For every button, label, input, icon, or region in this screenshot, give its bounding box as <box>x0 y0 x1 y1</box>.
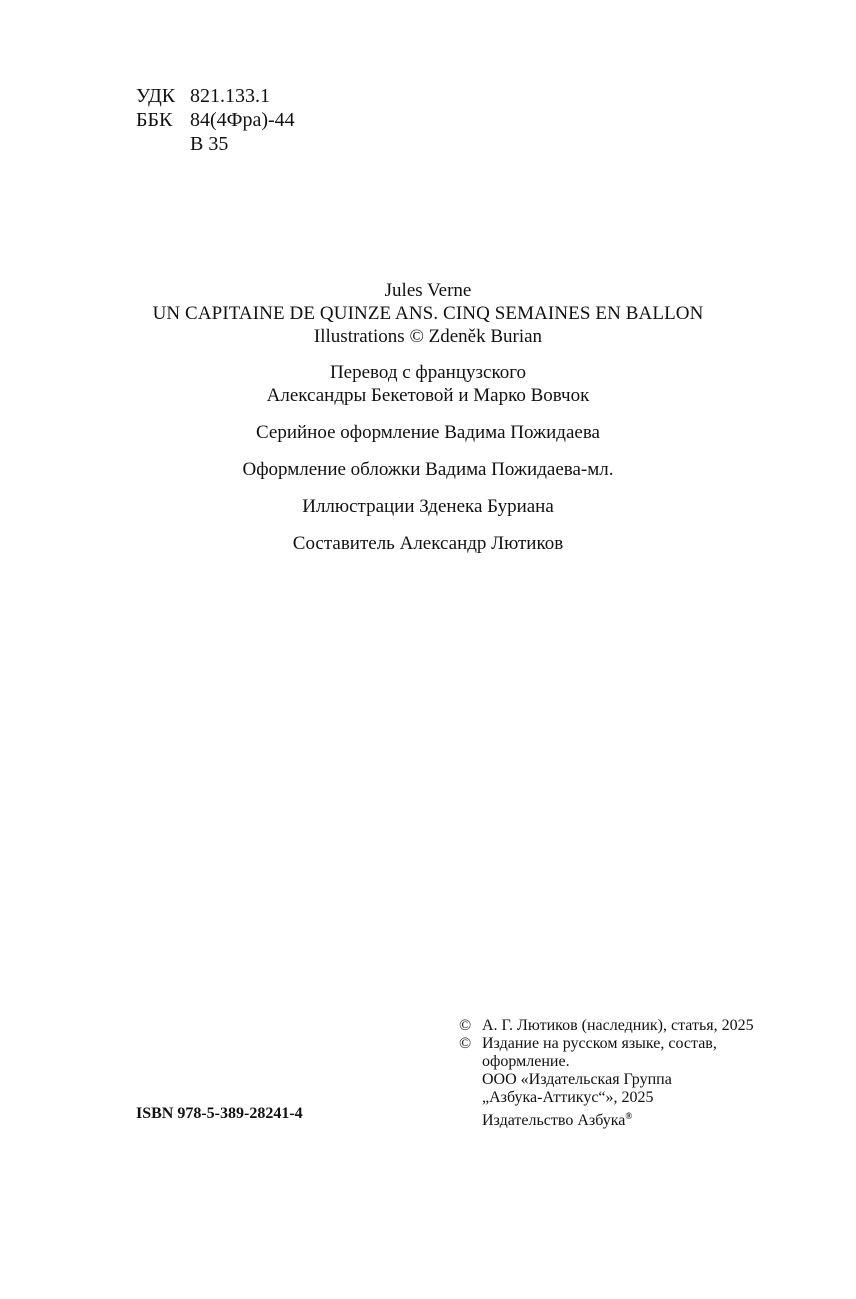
copyright-symbol: © <box>459 1035 472 1052</box>
copyright-entry-2-line-2: оформление. <box>482 1053 570 1070</box>
copyright-entry-2-line-5 <box>459 1107 799 1130</box>
udk-row <box>136 84 295 108</box>
compiler-credit: Составитель Александр Лютиков <box>292 533 564 554</box>
illustrations-credit: Иллюстрации Зденека Буриана <box>302 496 554 517</box>
original-author: Jules Verne <box>384 280 472 301</box>
copyright-block <box>459 1017 799 1130</box>
copyright-entry-2-line-4: „Азбука-Аттикус“», 2025 <box>482 1089 654 1106</box>
copyright-entry-2 <box>459 1035 799 1053</box>
classification-block <box>136 84 295 156</box>
original-title: UN CAPITAINE DE QUINZE ANS. CINQ SEMAINES EN BALLON <box>152 303 704 324</box>
translation-block <box>0 361 856 407</box>
bbk-label: ББК <box>136 109 173 131</box>
cover-design-credit: Оформление обложки Вадима Пожидаева-мл. <box>242 459 614 480</box>
isbn: ISBN 978-5-389-28241-4 <box>136 1105 303 1122</box>
bbk-value: 84(4Фра)-44 <box>190 109 295 131</box>
author-mark: В 35 <box>190 133 229 155</box>
copyright-entry-2-line-3: ООО «Издательская Группа <box>482 1071 672 1088</box>
copyright-symbol: © <box>459 1017 472 1034</box>
copyright-entry-1-text: А. Г. Лютиков (наследник), статья, 2025 <box>482 1017 754 1034</box>
translation-line-1: Перевод с французского <box>329 362 527 383</box>
udk-label: УДК <box>136 85 176 107</box>
original-illustrations: Illustrations © Zdeněk Burian <box>313 326 543 347</box>
series-design-credit: Серийное оформление Вадима Пожидаева <box>256 422 600 443</box>
publisher-name: Издательство Азбука <box>482 1112 626 1129</box>
translation-line-2: Александры Бекетовой и Марко Вовчок <box>266 385 590 406</box>
bbk-row <box>136 108 295 132</box>
copyright-entry-1 <box>459 1017 799 1035</box>
original-title-block <box>0 279 856 348</box>
udk-value: 821.133.1 <box>190 85 270 107</box>
copyright-entry-2-line-1: Издание на русском языке, состав, <box>482 1035 717 1052</box>
registered-mark: ® <box>625 1111 633 1121</box>
